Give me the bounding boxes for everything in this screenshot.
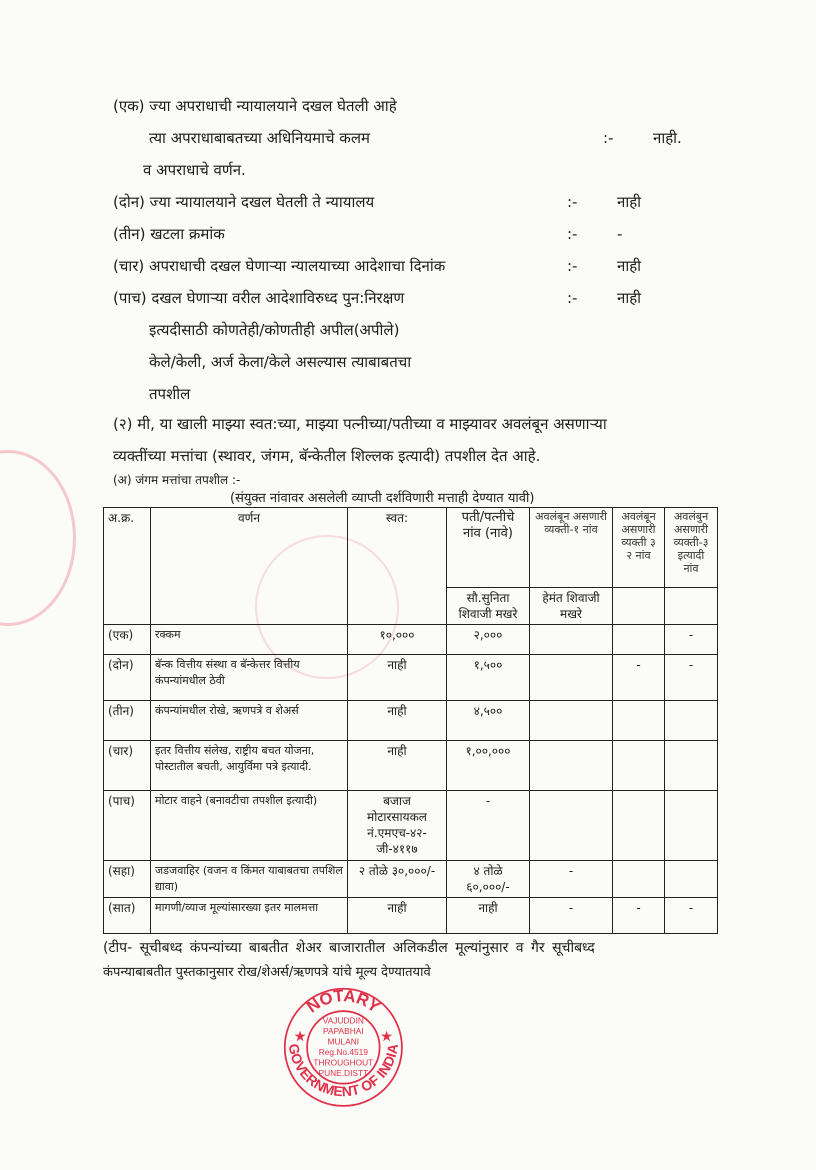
- row-dependent-3: [665, 741, 718, 791]
- row-dependent-1: -: [530, 898, 613, 934]
- row-dependent-2: [613, 741, 665, 791]
- row-serial: (पाच): [104, 791, 151, 861]
- row-serial: (एक): [104, 625, 151, 655]
- row-dependent-3: [665, 861, 718, 898]
- row-dependent-1: [530, 701, 613, 741]
- row-dependent-1: [530, 741, 613, 791]
- item-4: [113, 256, 725, 276]
- item-3-label: (तीन) खटला क्रमांक: [113, 225, 225, 243]
- table-row: [104, 741, 718, 791]
- row-description: इतर वित्तीय संलेख, राष्ट्रीय बचत योजना, पोस्टातील बचती, आयुर्विमा पत्रे इत्यादी.: [151, 741, 348, 791]
- row-dependent-2: -: [613, 898, 665, 934]
- row-dependent-3: -: [665, 625, 718, 655]
- stamp-line: VAJUDDIN: [322, 1015, 364, 1026]
- item-5: [113, 288, 725, 308]
- notary-stamp: [268, 986, 418, 1108]
- item-1-cont: त्या अपराधाबाबतच्या अधिनियमाचे कलम: [149, 129, 370, 147]
- item-5-value: नाही: [617, 289, 642, 307]
- row-description: रक्कम: [151, 625, 348, 655]
- svg-text:GOVERNMENT OF INDIA: GOVERNMENT OF INDIA: [285, 1042, 401, 1100]
- item-4-sep: :-: [567, 257, 578, 275]
- table-caption: (संयुक्त नांवावर असलेली व्याप्ती दर्शविणारी मत्ताही देण्यात यावी): [230, 491, 535, 506]
- item-2: [113, 192, 725, 212]
- row-spouse: नाही: [447, 898, 530, 934]
- item-1-cont-row: [113, 160, 725, 180]
- row-dependent-3: -: [665, 655, 718, 701]
- partial-stamp-left: [0, 450, 76, 626]
- table-row: [104, 861, 718, 898]
- item-3-value: -: [617, 225, 623, 243]
- item-1-sep: :-: [603, 129, 614, 147]
- para2-line1: (२) मी, या खाली माझ्या स्वत:च्या, माझ्या पत्नीच्या/पतीच्या व माझ्यावर अवलंबून असणाऱ्या: [113, 415, 607, 433]
- stamp-line: PUNE.DISTT: [318, 1067, 369, 1078]
- item-5-sep: :-: [567, 289, 578, 307]
- row-dependent-2: [613, 861, 665, 898]
- row-dependent-3: [665, 701, 718, 741]
- item-5-cont: केले/केली, अर्ज केला/केले असल्यास त्याबाबतचा: [149, 353, 412, 371]
- stamp-line: Reg.No.4519: [318, 1047, 368, 1058]
- item-1-value: नाही.: [653, 129, 682, 147]
- row-spouse: २,०००: [447, 625, 530, 655]
- item-4-value: नाही: [617, 257, 642, 275]
- item-2-value: नाही: [617, 193, 642, 211]
- item-5-cont-row: [113, 320, 725, 340]
- section-a-heading: (अ) जंगम मत्तांचा तपशील :-: [113, 473, 241, 487]
- row-dependent-1: -: [530, 861, 613, 898]
- row-spouse: ४ तोळे ६०,०००/-: [447, 861, 530, 898]
- stamp-line: MULANI: [327, 1036, 360, 1047]
- row-serial: (दोन): [104, 655, 151, 701]
- row-serial: (तीन): [104, 701, 151, 741]
- note-line1: (टीप- सूचीबध्द कंपन्यांच्या बाबतीत शेअर बाजारातील अलिकडील मूल्यांनुसार व गैर सूचीबध्द: [103, 940, 595, 956]
- row-self: बजाज मोटारसायकल नं.एमएच-४२-जी-४११७: [348, 791, 447, 861]
- row-dependent-3: [665, 791, 718, 861]
- row-self: नाही: [348, 655, 447, 701]
- table-row: [104, 701, 718, 741]
- table-row: [104, 898, 718, 934]
- para2-line2: व्यक्तींच्या मत्तांचा (स्थावर, जंगम, बॅन्केतील शिल्लक इत्यादी) तपशील देत आहे.: [113, 447, 541, 465]
- item-1: [113, 96, 725, 116]
- table-row: [104, 655, 718, 701]
- row-spouse: ४,५००: [447, 701, 530, 741]
- row-description: जडजवाहिर (वजन व किंमत याबाबतचा तपशिल द्यावा): [151, 861, 348, 898]
- header-self: स्वत:: [348, 508, 447, 625]
- item-1-label: (एक) ज्या अपराधाची न्यायालयाने दखल घेतली आहे: [113, 97, 397, 115]
- item-2-label: (दोन) ज्या न्यायालयाने दखल घेतली ते न्यायालय: [113, 193, 375, 211]
- stamp-line: PAPABHAI: [323, 1026, 364, 1037]
- row-self: नाही: [348, 701, 447, 741]
- item-5-cont: इत्यदीसाठी कोणतेही/कोणतीही अपील(अपीले): [149, 321, 400, 339]
- row-self: नाही: [348, 898, 447, 934]
- row-dependent-1: [530, 791, 613, 861]
- item-5-cont: तपशील: [149, 385, 191, 403]
- row-serial: (सात): [104, 898, 151, 934]
- header-dependent-2: अवलंबून असणारी व्यक्ती ३ २ नांव: [613, 508, 665, 588]
- row-self: १०,०००: [348, 625, 447, 655]
- row-serial: (सहा): [104, 861, 151, 898]
- document-body: [103, 96, 725, 1108]
- header-dependent-3: अवलंबुन असणारी व्यक्ती-३ इत्यादी नांव: [665, 508, 718, 588]
- item-2-sep: :-: [567, 193, 578, 211]
- svg-text:★: ★: [380, 1029, 393, 1044]
- item-5-cont-row: [113, 352, 725, 372]
- item-3: [113, 224, 725, 244]
- row-serial: (चार): [104, 741, 151, 791]
- item-4-label: (चार) अपराधाची दखल घेणाऱ्या न्यालयाच्या आदेशाचा दिनांक: [113, 257, 446, 275]
- row-dependent-1: [530, 625, 613, 655]
- item-3-sep: :-: [567, 225, 578, 243]
- row-description: कंपन्यांमधील रोखे, ऋणपत्रे व शेअर्स: [151, 701, 348, 741]
- stamp-line: THROUGHOUT: [313, 1057, 374, 1068]
- row-description: मागणी/व्याज मूल्यांसारख्या इतर मालमत्ता: [151, 898, 348, 934]
- item-1-cont-row: [113, 128, 725, 148]
- header-spouse: पती/पत्नीचे नांव (नावे): [447, 508, 530, 588]
- row-dependent-1: [530, 655, 613, 701]
- header-description: वर्णन: [151, 508, 348, 625]
- spouse-name: सौ.सुनिता शिवाजी मखरे: [447, 588, 530, 625]
- dependent-2-name: [613, 588, 665, 625]
- row-description: मोटार वाहने (बनावटीचा तपशील इत्यादी): [151, 791, 348, 861]
- row-dependent-2: [613, 701, 665, 741]
- row-description: बॅन्क वित्तीय संस्था व बॅन्केत्तर वित्तीय कंपन्यांमधील ठेवी: [151, 655, 348, 701]
- row-dependent-2: [613, 625, 665, 655]
- movable-assets-table: [103, 507, 718, 934]
- declaration-items: [113, 96, 725, 404]
- svg-text:NOTARY: NOTARY: [303, 986, 384, 1017]
- dependent-3-name: [665, 588, 718, 625]
- table-row: [104, 625, 718, 655]
- dependent-1-name: हेमंत शिवाजी मखरे: [530, 588, 613, 625]
- row-spouse: १,५००: [447, 655, 530, 701]
- row-dependent-2: -: [613, 655, 665, 701]
- item-5-cont-row: [113, 384, 725, 404]
- note-line2: कंपन्याबाबतीत पुस्तकानुसार रोख/शेअर्स/ऋणपत्रे यांचे मूल्य देण्यातयावे: [103, 965, 431, 980]
- row-spouse: -: [447, 791, 530, 861]
- row-spouse: १,००,०००: [447, 741, 530, 791]
- row-self: नाही: [348, 741, 447, 791]
- item-1-cont: व अपराधाचे वर्णन.: [143, 161, 246, 179]
- row-self: २ तोळे ३०,०००/-: [348, 861, 447, 898]
- row-dependent-3: -: [665, 898, 718, 934]
- item-5-label: (पाच) दखल घेणाऱ्या वरील आदेशाविरुध्द पुन:निरक्षण: [113, 289, 405, 307]
- row-dependent-2: [613, 791, 665, 861]
- table-row: [104, 791, 718, 861]
- header-serial: अ.क्र.: [104, 508, 151, 625]
- svg-text:★: ★: [294, 1029, 306, 1044]
- header-dependent-1: अवलंबून असणारी व्यक्ती-१ नांव: [530, 508, 613, 588]
